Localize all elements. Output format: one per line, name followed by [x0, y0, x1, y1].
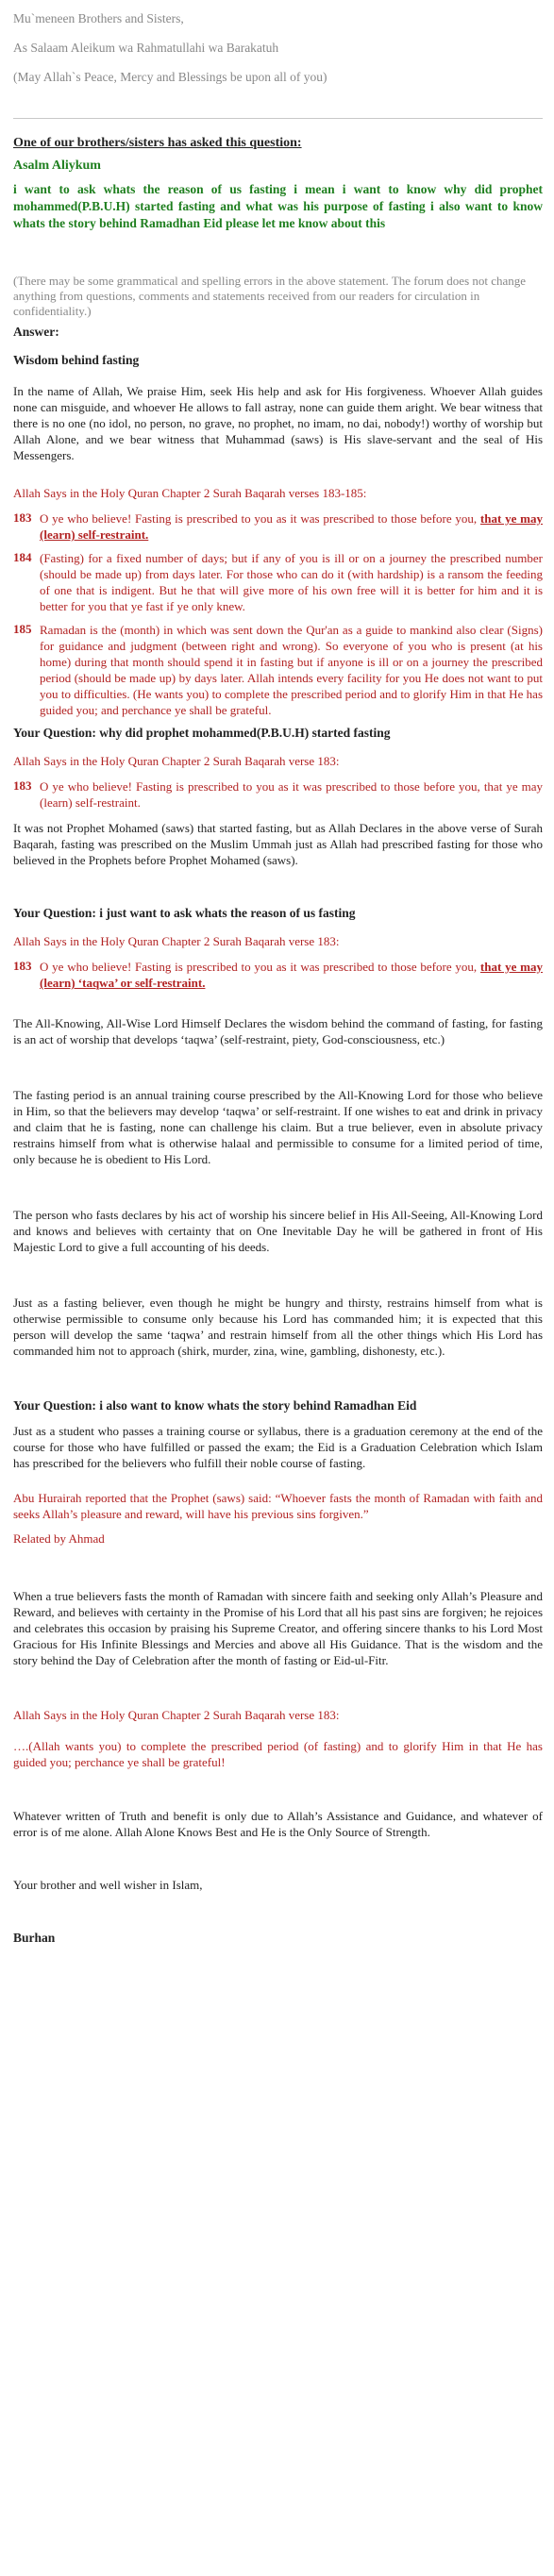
- verse-text: [40, 510, 543, 543]
- intro-paragraph: In the name of Allah, We praise Him, seek His help and ask for His forgiveness. Whoever Allah guides none can misguide, and whoever He allows to fall astray, none can guide them aright. We bear witness that there is no one (no idol, no person, no grave, no prophet, no imam, no dai, nobody!) worthy of worship but Allah Alone, and we bear witness that Muhammad (saws) is His slave-servant and the seal of His Messengers.: [13, 384, 543, 462]
- quran-reference: Allah Says in the Holy Quran Chapter 2 Surah Baqarah verse 183:: [13, 1708, 340, 1722]
- verse-emphasis: that ye may (learn) ‘taqwa’ or self-restraint.: [40, 960, 543, 990]
- greeting-line: As Salaam Aleikum wa Rahmatullahi wa Barakatuh: [13, 41, 279, 55]
- quran-quote: ….(Allah wants you) to complete the prescribed period (of fasting) and to glorify Him in that He has guided you; perchance ye shall be grateful!: [13, 1739, 543, 1769]
- verse-text: O ye who believe! Fasting is prescribed to you as it was prescribed to those before you, that ye may (learn) self-restraint.: [40, 779, 543, 810]
- disclaimer: (There may be some grammatical and spelling errors in the above statement. The forum does not change anything from questions, comments and statements received from our readers for circulation in confidentiality.): [13, 274, 527, 318]
- verse-text: (Fasting) for a fixed number of days; but if any of you is ill or on a journey the prescribed number (should be made up) from days later. For those who can do it (with hardship) is a ransom the feeding of one that is indigent. But he that will give more of his own free will it is better for him and it is better for you that ye fast if ye only knew.: [40, 551, 543, 613]
- verse: [13, 550, 543, 614]
- verse-number: 185: [13, 622, 32, 636]
- hadith-source: Related by Ahmad: [13, 1531, 105, 1546]
- greeting: [13, 4, 543, 92]
- answer-paragraph: Just as a fasting believer, even though he might be hungry and thirsty, restrains himself from what is otherwise permissible to consume only because his Lord has commanded him; it is expected that this person will develop the same ‘taqwa’ and restrain himself from all the other things which His Lord has commanded him not to approach (shirk, murder, zina, wine, gambling, dishonesty, etc.).: [13, 1296, 543, 1358]
- answer-paragraph: The All-Knowing, All-Wise Lord Himself Declares the wisdom behind the command of fasting, for fasting is an act of worship that develops ‘taqwa’ (self-restraint, piety, God-consciousness, etc.): [13, 1016, 543, 1046]
- question-heading: Your Question: i just want to ask whats the reason of us fasting: [13, 906, 356, 920]
- answer-paragraph: The fasting period is an annual training course prescribed by the All-Knowing Lord for those who believe in Him, so that the believers may develop ‘taqwa’ or self-restraint. If one wishes to eat and drink in privacy and claim that he is fasting, none can challenge his claim. But a true believer, even in absolute privacy restrains himself from what is otherwise halaal and permissible to consume for a limited period of time, only because he is obedient to His Lord.: [13, 1088, 543, 1166]
- question-salutation: Asalm Aliykum: [13, 159, 101, 173]
- verse-text-part: O ye who believe! Fasting is prescribed to you as it was prescribed to those before you,: [40, 511, 480, 526]
- answer-paragraph: When a true believers fasts the month of Ramadan with sincere faith and seeking only Allah’s Pleasure and Reward, and believes with certainty in the Promise of his Lord that all his past sins are forgiven; he rejoices and celebrates this occasion by praising his Supreme Creator, and offering sincere thanks to his Lord Most Gracious for His Infinite Blessings and Mercies and above all His Guidance. That is the wisdom and the story behind the Day of Celebration after the month of fasting or Eid-ul-Fitr.: [13, 1589, 543, 1667]
- verse-number: 183: [13, 510, 32, 525]
- quran-reference: Allah Says in the Holy Quran Chapter 2 Surah Baqarah verses 183-185:: [13, 486, 367, 500]
- question-heading: Your Question: why did prophet mohammed(P.B.U.H) started fasting: [13, 726, 391, 740]
- answer-paragraph: It was not Prophet Mohamed (saws) that started fasting, but as Allah Declares in the above verse of Surah Baqarah, fasting was prescribed on the Muslim Ummah just as Allah had prescribed fasting for those who believed in the Prophets before Prophet Mohamed (saws).: [13, 821, 543, 867]
- question-heading: Your Question: i also want to know whats the story behind Ramadhan Eid: [13, 1398, 417, 1413]
- greeting-line: Mu`meneen Brothers and Sisters,: [13, 11, 184, 25]
- answer-paragraph: Just as a student who passes a training course or syllabus, there is a graduation ceremony at the end of the course for those who have fulfilled or passed the exam; the Eid is a Graduation Celebration which Islam has prescribed for the believers who fulfill their noble course of fasting.: [13, 1424, 543, 1470]
- greeting-line: (May Allah`s Peace, Mercy and Blessings be upon all of you): [13, 70, 327, 84]
- verse: [13, 510, 543, 543]
- verse: [13, 622, 543, 718]
- signature: Burhan: [13, 1931, 56, 1945]
- verse: [13, 959, 543, 991]
- verse-text: Ramadan is the (month) in which was sent down the Qur'an as a guide to mankind also clear (Signs) for guidance and judgment (between right and wrong). So everyone of you who is present (at his home) during that month should spend it in fasting but if anyone is ill or on a journey the prescribed period (should be made up) by days later. Allah intends every facility for you He does not want to put you to difficulties. (He wants you) to complete the prescribed period and to glorify Him in that He has guided you; and perchance ye shall be grateful.: [40, 623, 543, 717]
- verse: [13, 778, 543, 811]
- verse-text-part: O ye who believe! Fasting is prescribed to you as it was prescribed to those before you,: [40, 960, 480, 974]
- verse-number: 184: [13, 550, 32, 564]
- well-wisher: Your brother and well wisher in Islam,: [13, 1878, 203, 1892]
- quran-reference: Allah Says in the Holy Quran Chapter 2 Surah Baqarah verse 183:: [13, 934, 340, 948]
- verse-number: 183: [13, 959, 32, 973]
- verse-text: [40, 959, 543, 991]
- question-header: One of our brothers/sisters has asked this question:: [13, 136, 302, 150]
- answer-paragraph: The person who fasts declares by his act of worship his sincere belief in His All-Seeing, All-Knowing Lord and knows and believes with certainty that on One Inevitable Day he will be gathered in front of His Majestic Lord to give a full accounting of his deeds.: [13, 1208, 543, 1254]
- verse-number: 183: [13, 778, 32, 793]
- quran-reference: Allah Says in the Holy Quran Chapter 2 Surah Baqarah verse 183:: [13, 754, 340, 768]
- question-text: i want to ask whats the reason of us fasting i mean i want to know why did prophet mohammed(P.B.U.H) started fasting and what was his purpose of fasting i also want to know whats the story behind Ramadhan Eid please let me know about this: [13, 182, 543, 230]
- section-heading: Wisdom behind fasting: [13, 353, 140, 367]
- closing-paragraph: Whatever written of Truth and benefit is only due to Allah’s Assistance and Guidance, and whatever of error is of me alone. Allah Alone Knows Best and He is the Only Source of Strength.: [13, 1809, 543, 1839]
- verse-emphasis: that ye may (learn) self-restraint.: [40, 511, 543, 542]
- answer-label: Answer:: [13, 325, 59, 339]
- divider: [13, 118, 543, 119]
- hadith-quote: Abu Hurairah reported that the Prophet (saws) said: “Whoever fasts the month of Ramadan with faith and seeks Allah’s pleasure and reward, will have his previous sins forgiven.”: [13, 1491, 543, 1521]
